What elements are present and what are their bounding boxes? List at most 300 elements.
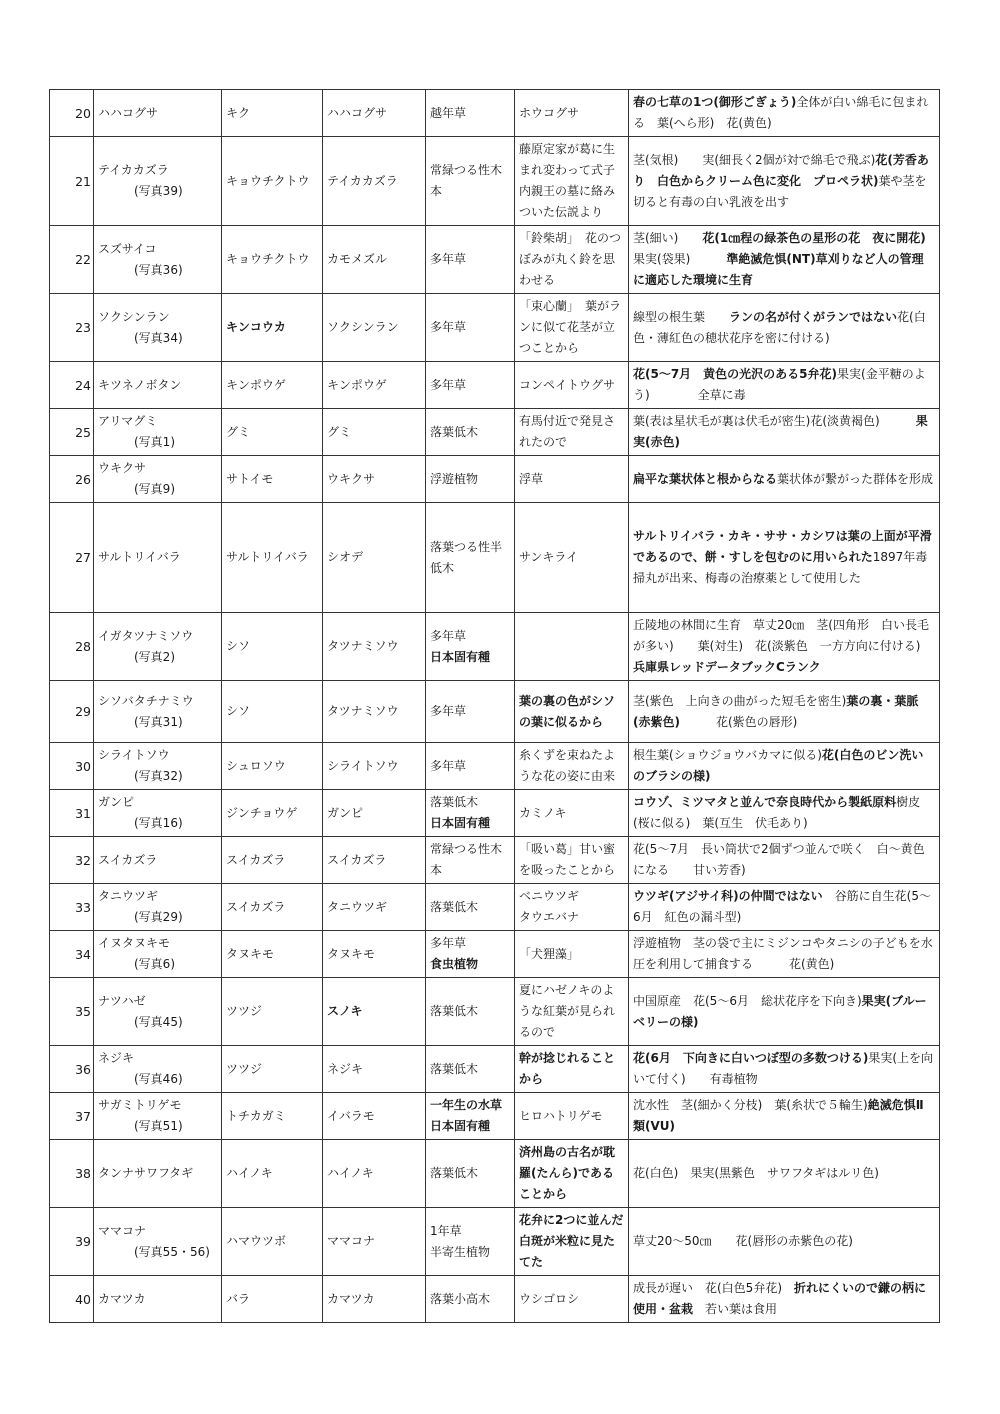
family-cell: ハマウツボ [222,1208,323,1276]
name-origin-line: ウシゴロシ [519,1291,580,1306]
family-cell: タヌキモ [222,931,323,978]
notes-cell [629,1140,940,1208]
plant-name: カマツカ [98,1291,146,1306]
family-cell: キンポウゲ [222,362,323,409]
notes-text: 根生葉(ショウジョウバカマに似る) [633,748,822,762]
row-number-cell: 35 [50,978,94,1046]
family-cell: バラ [222,1276,323,1323]
family-cell: ツツジ [222,1046,323,1093]
family-cell: シュロソウ [222,743,323,790]
growth-form-line: 一年生の水草 [430,1098,503,1112]
notes-text: 葉や茎を切ると有毒の白い乳液を出す [633,173,927,209]
notes-text: 花(1㎝程の緑茶色の星形の花 夜に開花) [690,231,926,245]
notes-cell [629,503,940,613]
plant-name-cell [94,1276,222,1323]
genus-cell: ハイノキ [323,1140,426,1208]
notes-cell [629,362,940,409]
notes-cell [629,681,940,743]
plant-name-cell [94,1140,222,1208]
table-row [50,884,940,931]
growth-form-line: 落葉低木 [430,899,479,914]
plant-name-cell [94,884,222,931]
name-origin-line: 「鈴柴胡」 花のつぼみが丸く鈴を思わせる [519,231,622,287]
growth-form-line: 日本固有種 [430,1119,491,1133]
name-origin-cell [515,456,629,503]
notes-cell [629,978,940,1046]
name-origin-line: 有馬付近で発見されたので [519,414,616,449]
plant-name-cell [94,743,222,790]
photo-ref: (写真32) [134,769,183,783]
notes-text: 折れにくいので鎌の柄に使用・盆栽 [633,1281,927,1316]
row-number-cell: 24 [50,362,94,409]
plant-name-cell [94,226,222,294]
name-origin-line: 幹が捻じれることから [519,1051,616,1086]
name-origin-cell [515,90,629,137]
family-cell: キョウチクトウ [222,226,323,294]
name-origin-line: カミノキ [519,805,567,820]
name-origin-line: 「犬狸藻」 [519,946,580,961]
row-number-cell: 21 [50,137,94,226]
plant-name: イヌタヌキモ [98,936,171,950]
name-origin-cell [515,681,629,743]
notes-text: 樹皮(桜に似る) 葉(互生 伏毛あり) [633,795,921,830]
notes-text: 茎(気根) 実(細長く2個が対で綿毛で飛ぶ) [633,152,876,167]
genus-cell: シライトソウ [323,743,426,790]
row-number-cell: 37 [50,1093,94,1140]
growth-form-cell [426,226,515,294]
notes-text: コウゾ、ミツマタと並んで奈良時代から製紙原料 [633,795,897,809]
plant-name: テイカカズラ [98,163,169,177]
name-origin-cell [515,931,629,978]
family-cell: キョウチクトウ [222,137,323,226]
growth-form-cell [426,1276,515,1323]
family-cell: スイカズラ [222,884,323,931]
name-origin-cell [515,1046,629,1093]
name-origin-cell [515,743,629,790]
notes-text: 茎(細い) [633,231,691,245]
family-cell: グミ [222,409,323,456]
genus-cell: シオデ [323,503,426,613]
name-origin-cell [515,837,629,884]
plant-name: サルトリイバラ [98,550,181,564]
row-number-cell: 20 [50,90,94,137]
table-row [50,1276,940,1323]
growth-form-cell [426,137,515,226]
plant-name-cell [94,978,222,1046]
growth-form-line: 多年草 [430,704,467,718]
growth-form-cell [426,1093,515,1140]
name-origin-line: 夏にハゼノキのような紅葉が見られるので [519,983,616,1039]
table-row [50,137,940,226]
growth-form-cell [426,362,515,409]
plant-name-cell [94,456,222,503]
growth-form-line: 日本固有種 [430,816,491,830]
table-row [50,362,940,409]
growth-form-cell [426,613,515,681]
notes-cell [629,294,940,362]
plant-name-cell [94,294,222,362]
growth-form-line: 落葉つる性半低木 [430,539,503,575]
notes-cell [629,409,940,456]
growth-form-cell [426,681,515,743]
genus-cell: ガンピ [323,790,426,837]
growth-form-line: 多年草 [430,252,467,266]
growth-form-cell [426,931,515,978]
name-origin-cell [515,503,629,613]
notes-text: 花(5～7月 長い筒状で2個ずつ並んで咲く 白～黄色になる 甘い芳香) [633,842,925,877]
name-origin-cell [515,1093,629,1140]
genus-cell: タニウツギ [323,884,426,931]
plant-name: ナツハゼ [98,993,146,1008]
family-cell: シソ [222,681,323,743]
notes-text: ウツギ(アジサイ科)の仲間ではない [633,889,823,903]
growth-form-line: 多年草 [430,936,467,950]
plant-name: ガンピ [98,795,135,809]
table-row [50,1046,940,1093]
genus-cell: キンポウゲ [323,362,426,409]
photo-ref: (写真51) [134,1119,183,1133]
notes-text: 花(芳香あり 白色からクリーム色に変化 プロペラ状) [633,152,929,188]
name-origin-line: 「束心蘭」 葉がランに似て花茎が立つことから [519,299,622,355]
table-row [50,743,940,790]
growth-form-line: 落葉小高木 [430,1291,491,1306]
table-row [50,1208,940,1276]
notes-cell [629,884,940,931]
table-row [50,790,940,837]
growth-form-line: 常緑つる性木本 [430,163,503,198]
name-origin-line: タウエバナ [519,910,580,924]
name-origin-line: 済州島の古名が耽羅(たんら)であることから [519,1145,616,1201]
plant-name-cell [94,931,222,978]
row-number-cell: 29 [50,681,94,743]
name-origin-cell [515,1208,629,1276]
notes-text: 果実(ブルーベリーの様) [633,993,927,1029]
photo-ref: (写真46) [134,1072,183,1086]
row-number-cell: 33 [50,884,94,931]
notes-text: 花(5～6月 紅色の漏斗型) [633,889,931,924]
row-number-cell: 31 [50,790,94,837]
growth-form-line: 日本固有種 [430,649,491,664]
name-origin-cell [515,613,629,681]
family-cell: ツツジ [222,978,323,1046]
row-number-cell: 30 [50,743,94,790]
row-number-cell: 40 [50,1276,94,1323]
photo-ref: (写真34) [134,330,183,345]
growth-form-cell [426,790,515,837]
notes-text: 花(白色) 果実(黒紫色 サワフタギはルリ色) [633,1166,879,1180]
family-cell: ジンチョウゲ [222,790,323,837]
growth-form-cell [426,503,515,613]
genus-cell: カマツカ [323,1276,426,1323]
growth-form-cell [426,1046,515,1093]
plant-name: ママコナ [98,1223,147,1238]
plant-name: ウキクサ [98,461,147,475]
row-number-cell: 22 [50,226,94,294]
growth-form-cell [426,409,515,456]
family-cell: サトイモ [222,456,323,503]
plant-name-cell [94,1093,222,1140]
notes-text: ランの名が付くがランではない [729,309,898,324]
genus-cell: カモメズル [323,226,426,294]
growth-form-line: 常緑つる性木本 [430,842,503,877]
notes-text: 草刈りなど人の管理に適応した環境に生育 [633,252,924,287]
genus-cell: テイカカズラ [323,137,426,226]
growth-form-line: 1年草 [430,1223,462,1238]
notes-text: 成長が遅い 花(白色5弁花) [633,1281,794,1295]
name-origin-line: 藤原定家が葛に生まれ変わって式子内親王の墓に絡みついた伝説より [519,142,616,219]
plant-name-cell [94,90,222,137]
notes-text: 葉(表は星状毛が裏は伏毛が密生) [633,414,811,428]
notes-text: 1897年毒掃丸が出来、梅毒の治療薬として使用した [633,550,928,585]
growth-form-line: 落葉低木 [430,795,479,809]
notes-text: 果実(金平糖のよう) 全草に毒 [633,367,926,402]
genus-cell: スノキ [323,978,426,1046]
genus-cell: スイカズラ [323,837,426,884]
family-cell: スイカズラ [222,837,323,884]
growth-form-cell [426,743,515,790]
name-origin-line: 葉の裏の色がシソの葉に似るから [519,693,616,729]
name-origin-cell [515,884,629,931]
notes-cell [629,1093,940,1140]
row-number-cell: 32 [50,837,94,884]
growth-form-line: 多年草 [430,758,467,773]
name-origin-line: コンペイトウグサ [519,377,616,392]
genus-cell: タヌキモ [323,931,426,978]
growth-form-cell [426,456,515,503]
photo-ref: (写真2) [134,649,175,664]
name-origin-cell [515,294,629,362]
growth-form-line: 食虫植物 [430,957,479,971]
row-number-cell: 23 [50,294,94,362]
growth-form-cell [426,1208,515,1276]
notes-text: 茎(紫色 上向きの曲がった短毛を密生) [633,693,847,708]
growth-form-cell [426,884,515,931]
growth-form-cell [426,978,515,1046]
growth-form-line: 多年草 [430,377,467,392]
growth-form-cell [426,90,515,137]
row-number-cell: 39 [50,1208,94,1276]
genus-cell: イバラモ [323,1093,426,1140]
notes-text: 花(淡黄褐色) [810,414,916,428]
table-row [50,837,940,884]
plant-name: ソクシンラン [98,309,170,324]
plant-name-cell [94,681,222,743]
table-row [50,931,940,978]
name-origin-cell [515,137,629,226]
growth-form-line: 落葉低木 [430,1061,479,1076]
name-origin-cell [515,409,629,456]
table-body [50,90,950,1323]
genus-cell: タツナミソウ [323,681,426,743]
notes-cell [629,456,940,503]
notes-text: 若い葉は食用 [693,1302,778,1316]
name-origin-cell [515,790,629,837]
photo-ref: (写真36) [134,262,183,277]
photo-ref: (写真9) [134,482,175,496]
plant-name-cell [94,503,222,613]
notes-text: 花(6月 下向きに白いつぼ型の多数つける) [633,1051,869,1065]
growth-form-line: 越年草 [430,105,467,120]
growth-form-line: 浮遊植物 [430,471,479,486]
name-origin-cell [515,1276,629,1323]
plant-name-cell [94,837,222,884]
row-number-cell: 26 [50,456,94,503]
plant-name: スズサイコ [98,241,157,256]
family-cell: サルトリイバラ [222,503,323,613]
row-number-cell: 36 [50,1046,94,1093]
notes-text: サルトリイバラ・カキ・ササ・カシワは葉の上面が平滑であるので、餅・すしを包むのに用いられた [633,529,932,564]
notes-cell [629,90,940,137]
name-origin-line: ベニウツギ [519,889,580,903]
notes-cell [629,931,940,978]
plant-name: サガミトリゲモ [98,1098,182,1112]
growth-form-line: 落葉低木 [430,1004,479,1018]
notes-text: 準絶滅危惧(NT) [726,252,816,266]
table-row [50,503,940,613]
name-origin-line: サンキライ [519,550,579,564]
notes-text: 花(紫色の唇形) [679,714,798,729]
plant-name: アリマグミ [98,414,158,428]
family-cell: シソ [222,613,323,681]
growth-form-line: 多年草 [430,628,467,643]
name-origin-cell [515,1140,629,1208]
notes-cell [629,790,940,837]
plant-name: ハハコグサ [98,105,159,120]
notes-text: 花(白色・薄紅色の穂状花序を密に付ける) [633,309,926,345]
plant-name-cell [94,137,222,226]
table-row [50,613,940,681]
plant-name: タンナサワフタギ [98,1166,194,1180]
name-origin-cell [515,978,629,1046]
photo-ref: (写真6) [134,957,175,971]
notes-cell [629,1208,940,1276]
photo-ref: (写真39) [134,184,183,198]
genus-cell: タツナミソウ [323,613,426,681]
plant-name: タニウツギ [98,889,159,903]
table-row [50,294,940,362]
name-origin-cell [515,226,629,294]
notes-text: 絶滅危惧Ⅱ類(VU) [633,1098,924,1133]
growth-form-line: 多年草 [430,320,467,334]
photo-ref: (写真31) [134,714,183,729]
plant-name: シライトソウ [98,748,170,762]
row-number-cell: 28 [50,613,94,681]
table-row [50,409,940,456]
name-origin-line: 花弁に2つに並んだ白斑が米粒に見たてた [519,1213,624,1269]
name-origin-line: 浮草 [519,471,544,486]
family-cell: キク [222,90,323,137]
notes-text: 兵庫県レッドデータブックCランク [633,660,821,674]
plant-name: シソバタチナミウ [98,693,194,708]
notes-text: 草丈20～50㎝ 花(唇形の赤紫色の花) [633,1234,853,1248]
row-number-cell: 27 [50,503,94,613]
table-row [50,1140,940,1208]
photo-ref: (写真16) [134,816,183,830]
photo-ref: (写真55・56) [134,1244,210,1259]
notes-cell [629,1276,940,1323]
notes-cell [629,837,940,884]
notes-text: 線型の根生葉 [633,309,730,324]
notes-text: 中国原産 花(5～6月 総状花序を下向き) [633,993,862,1008]
notes-cell [629,137,940,226]
notes-text: 葉状体が繋がった群体を形成 [777,471,934,486]
notes-cell [629,743,940,790]
genus-cell: ソクシンラン [323,294,426,362]
genus-cell: ママコナ [323,1208,426,1276]
table-row [50,226,940,294]
plant-name-cell [94,613,222,681]
growth-form-cell [426,837,515,884]
plant-table [49,89,950,1323]
row-number-cell: 25 [50,409,94,456]
photo-ref: (写真1) [134,435,175,449]
table-row [50,681,940,743]
table-row [50,978,940,1046]
table-row [50,1093,940,1140]
photo-ref: (写真29) [134,910,183,924]
genus-cell: ウキクサ [323,456,426,503]
growth-form-line: 半寄生植物 [430,1244,491,1259]
genus-cell: グミ [323,409,426,456]
plant-name-cell [94,790,222,837]
notes-text: 葉の裏・葉脈(赤紫色) [633,693,919,729]
plant-name-cell [94,362,222,409]
row-number-cell: 34 [50,931,94,978]
table-row [50,456,940,503]
name-origin-line: ホウコグサ [519,105,580,120]
notes-text: 扁平な葉状体と根からなる [633,471,778,486]
notes-cell [629,226,950,294]
notes-text: 浮遊植物 茎の袋で主にミジンコやタニシの子どもを水圧を利用して捕食する 花(黄色) [633,936,933,971]
table-row [50,90,940,137]
notes-text: 花(5～7月 黄色の光沢のある5弁花) [633,367,838,381]
photo-ref: (写真45) [134,1014,183,1029]
notes-text: 丘陵地の林間に生育 草丈20㎝ 茎(四角形 白い長毛が多い) 葉(対生) 花(淡紫色 一方方向に付ける) [633,618,945,653]
growth-form-line: 落葉低木 [430,424,479,439]
notes-text: 果実(赤色) [633,414,928,449]
notes-text: 全体が白い綿毛に包まれる 葉(へら形) 花(黄色) [633,95,929,130]
growth-form-cell [426,294,515,362]
notes-text: 春の七草の1つ(御形ごぎょう) [633,95,797,109]
name-origin-line: 糸くずを束ねたような花の姿に由来 [519,748,616,783]
plant-name-cell [94,1046,222,1093]
notes-text: 花(白色のビン洗いのブラシの様) [633,748,924,783]
genus-cell: ネジキ [323,1046,426,1093]
notes-cell [629,613,945,681]
notes-text: 果実(上を向いて付く) 有毒植物 [633,1051,934,1086]
plant-name: キツネノボタン [98,377,182,392]
growth-form-line: 落葉低木 [430,1166,479,1180]
notes-text: 果実(袋果) [633,231,950,266]
name-origin-line: 「吸い葛」甘い蜜を吸ったことから [519,842,616,877]
family-cell: キンコウカ [222,294,323,362]
family-cell: トチカガミ [222,1093,323,1140]
growth-form-cell [426,1140,515,1208]
plant-name-cell [94,1208,222,1276]
plant-name: イガタツナミソウ [98,628,194,643]
plant-name: ネジキ [98,1051,135,1065]
notes-cell [629,1046,940,1093]
name-origin-line: ヒロハトリゲモ [519,1108,603,1123]
plant-name-cell [94,409,222,456]
notes-text: 谷筋に自生 [822,889,895,903]
row-number-cell: 38 [50,1140,94,1208]
family-cell: ハイノキ [222,1140,323,1208]
name-origin-cell [515,362,629,409]
notes-text: 沈水性 茎(細かく分枝) 葉(糸状で５輪生) [633,1098,868,1112]
plant-name: スイカズラ [98,852,158,867]
genus-cell: ハハコグサ [323,90,426,137]
